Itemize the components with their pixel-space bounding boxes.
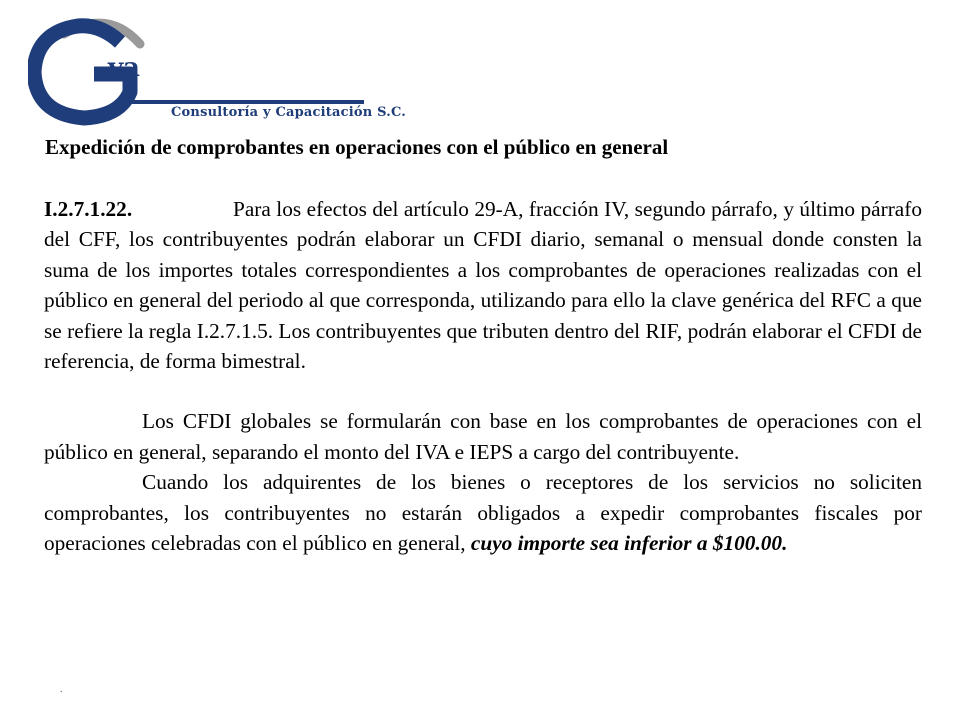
document-body	[44, 194, 922, 558]
footer-mark: .	[60, 684, 63, 695]
rule-number: I.2.7.1.22.	[44, 197, 133, 221]
paragraph-3	[44, 467, 922, 558]
paragraph-2	[44, 406, 922, 467]
paragraph-3-text: Cuando los adquirentes de los bienes o receptores de los servicios no soliciten comprobantes, los contribuyentes no estarán obligados a expedir comprobantes fiscales por operaciones celebradas con el público en general,	[44, 470, 922, 556]
document-title: Expedición de comprobantes en operaciones con el público en general	[45, 135, 669, 159]
company-logo	[28, 14, 407, 126]
logo-subtitle: Consultoría y Capacitación S.C.	[171, 105, 407, 120]
logo-letters: va	[108, 53, 140, 83]
paragraph-3-emphasis: cuyo importe sea inferior a $100.00.	[470, 531, 788, 556]
paragraph-1	[44, 194, 922, 376]
paragraph-2-text: Los CFDI globales se formularán con base en los comprobantes de operaciones con el público en general, separando el monto del IVA e IEPS a cargo del contribuyente.	[44, 409, 922, 464]
paragraph-1-text: Para los efectos del artículo 29-A, fracción IV, segundo párrafo, y último párrafo del CFF, los contribuyentes podrán elaborar un CFDI diario, semanal o mensual donde consten la suma de los importes totales correspondientes a los comprobantes de operaciones realizadas con el público en general del periodo al que corresponda, utilizando para ello la clave genérica del RFC a que se refiere la regla I.2.7.1.5. Los contribuyentes que tributen dentro del RIF, podrán elaborar el CFDI de referencia, de forma bimestral.	[44, 197, 922, 374]
